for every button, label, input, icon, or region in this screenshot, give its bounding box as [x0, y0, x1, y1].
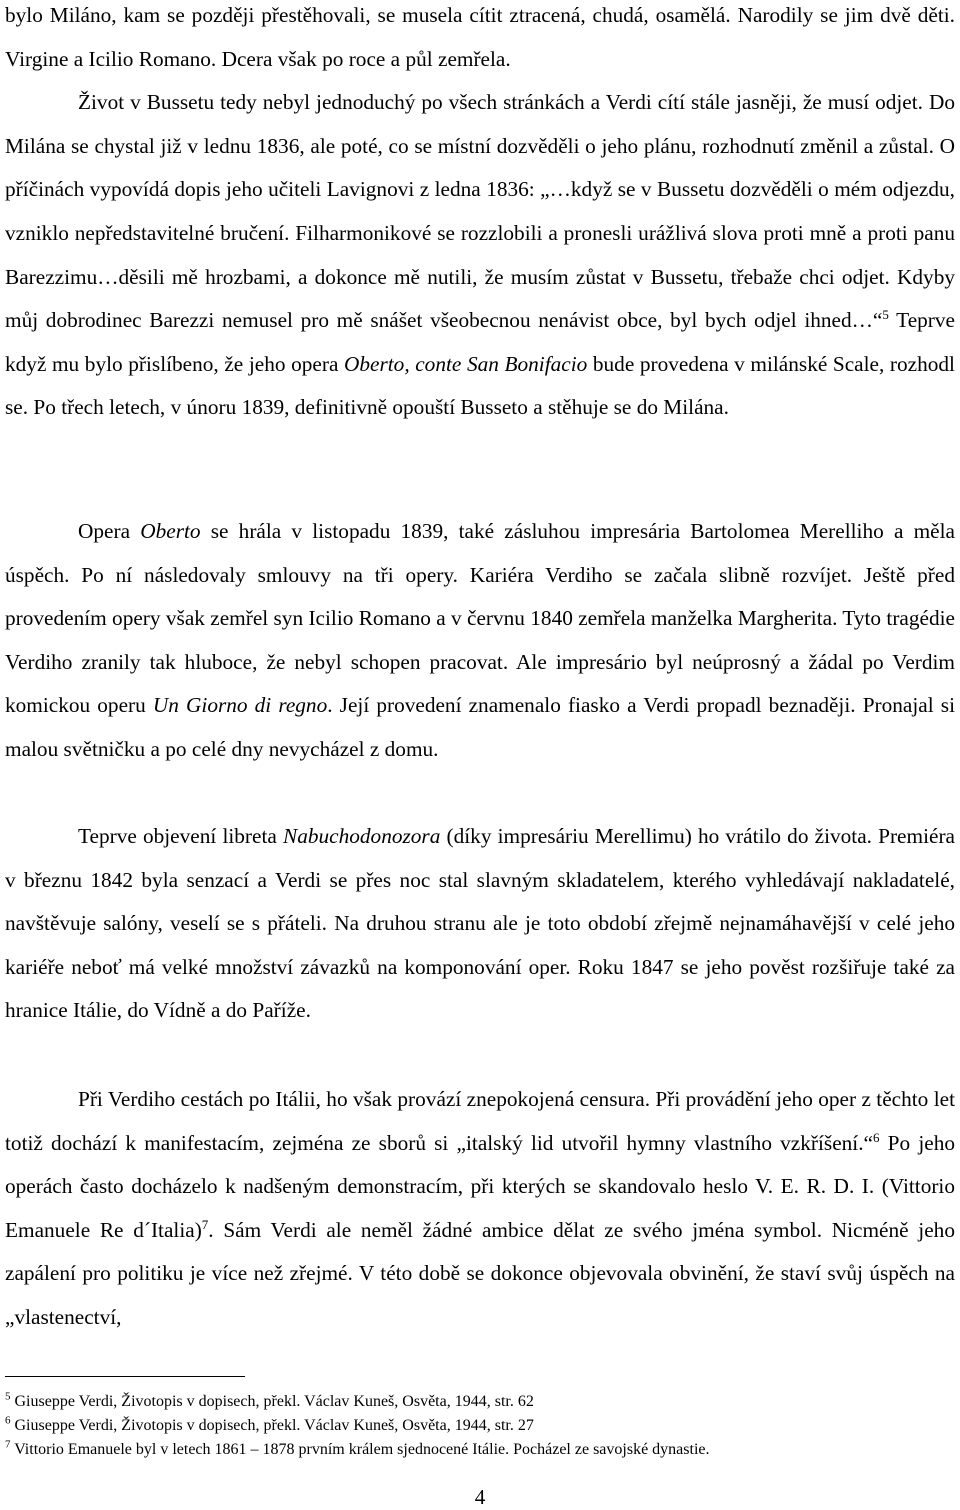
- footnote-number: 7: [5, 1438, 11, 1451]
- footnote-separator: [5, 1376, 245, 1377]
- opera-title: Nabuchodonozora: [283, 824, 441, 848]
- paragraph-text: Po jeho operách často docházelo k nadšeným demonstracím, při kterých se skandovalo heslo V. E. R. D. I. (Vittorio Emanuele Re d´Italia): [5, 1130, 956, 1242]
- paragraph-text: (díky impresáriu Merellimu) ho vrátilo do života. Premiéra v březnu 1842 byla senzací a Verdi se přes noc stal slavným skladatelem, kterého vyhledávají nakladatelé, navštěvuje salóny, veselí se s přáteli. Na druhou stranu ale je toto období zřejmě nejnamáhavější v celé jeho kariéře neboť má velké množství závazků na komponování oper. Roku 1847 se jeho pověst rozšiřuje také za hranice Itálie, do Vídně a do Paříže.: [5, 824, 955, 1023]
- footnote-number: 6: [5, 1414, 11, 1427]
- paragraph-text: Teprve objevení libreta: [78, 824, 283, 848]
- paragraph-text: se hrála v listopadu 1839, také zásluhou impresária Bartolomea Merelliho a měla úspěch. Po ní následovaly smlouvy na tři opery. Kariéra Verdiho se začala slibně rozvíjet. Ještě před provedením opery však zemřel syn Icilio Romano a v červnu 1840 zemřela manželka Margherita. Tyto tragédie Verdiho zranily tak hluboce, že nebyl schopen pracovat. Ale impresário byl neúprosný a žádal po Verdim komickou operu: [5, 519, 955, 718]
- footnote: [5, 1438, 955, 1462]
- paragraph-text: Život v Bussetu tedy nebyl jednoduchý po všech stránkách a Verdi cítí stále jasněji, že musí odjet. Do Milána se chystal již v lednu 1836, ale poté, co se místní dozvěděli o jeho plánu, rozhodnutí změnil a zůstal. O příčinách vypovídá dopis jeho učiteli Lavignovi z ledna 1836: „…když se v Bussetu dozvěděli o mém odjezdu, vzniklo nepředstavitelné bručení. Filharmonikové se rozzlobili a pronesli urážlivá slova proti mně a proti panu Barezzimu…děsili mě hrozbami, a dokonce mě nutili, že musím zůstat v Bussetu, třebaže chci odjet. Kdyby můj dobrodinec Barezzi nemusel pro mě snášet všeobecnou nenávist obce, byl bych odjel ihned…“: [5, 90, 955, 333]
- footnote-ref: 5: [882, 307, 889, 323]
- footnote-number: 5: [5, 1390, 11, 1403]
- paragraph-2: [5, 510, 955, 772]
- footnote-ref: 6: [873, 1129, 880, 1145]
- paragraph-4: [5, 1078, 955, 1340]
- opera-title: Un Giorno di regno: [152, 693, 328, 718]
- paragraph-text: bylo Miláno, kam se později přestěhovali, se musela cítit ztracená, chudá, osamělá. Narodily se jim dvě děti. Virgine a Icilio Romano. Dcera však po roce a půl zemřela.: [5, 3, 955, 71]
- footnote: [5, 1390, 955, 1414]
- opera-title: Oberto: [140, 519, 201, 543]
- footnotes: [5, 1390, 955, 1462]
- paragraph-text: Při Verdiho cestách po Itálii, ho však provází znepokojená censura. Při provádění jeho oper z těchto let totiž dochází k manifestacím, zejména ze sborů si „italský lid utvořil hymny vlastního vzkříšení.“: [5, 1087, 955, 1155]
- paragraph-text: . Sám Verdi ale neměl žádné ambice dělat ze svého jména symbol. Nicméně jeho zapálení pro politiku je více než zřejmé. V této době se dokonce objevovala obvinění, že staví svůj úspěch na „vlastenectví,: [5, 1217, 955, 1329]
- paragraph-text: bude provedena v milánské Scale, rozhodl se. Po třech letech, v únoru 1839, definitivně opouští Busseto a stěhuje se do Milána.: [5, 351, 955, 420]
- paragraph-text: . Její provedení znamenalo fiasko a Verdi propadl beznaději. Pronajal si malou světničku a po celé dny nevycházel z domu.: [5, 693, 955, 761]
- paragraph-text: Opera: [78, 519, 141, 543]
- paragraph-1: [5, 0, 955, 430]
- footnote-text: Vittorio Emanuele byl v letech 1861 – 1878 prvním králem sjednocené Itálie. Pocházel ze savojské dynastie.: [10, 1441, 710, 1458]
- opera-title: Oberto, conte San Bonifacio: [343, 351, 588, 376]
- page-number: 4: [474, 1485, 486, 1509]
- footnote-text: Giuseppe Verdi, Životopis v dopisech, překl. Václav Kuneš, Osvěta, 1944, str. 62: [10, 1393, 534, 1410]
- footnote-ref: 7: [201, 1216, 209, 1232]
- paragraph-text: Teprve když mu bylo přislíbeno, že jeho opera: [5, 308, 955, 376]
- footnote-text: Giuseppe Verdi, Životopis v dopisech, překl. Václav Kuneš, Osvěta, 1944, str. 27: [10, 1417, 534, 1434]
- paragraph-3: [5, 815, 955, 1033]
- footnote: [5, 1414, 955, 1438]
